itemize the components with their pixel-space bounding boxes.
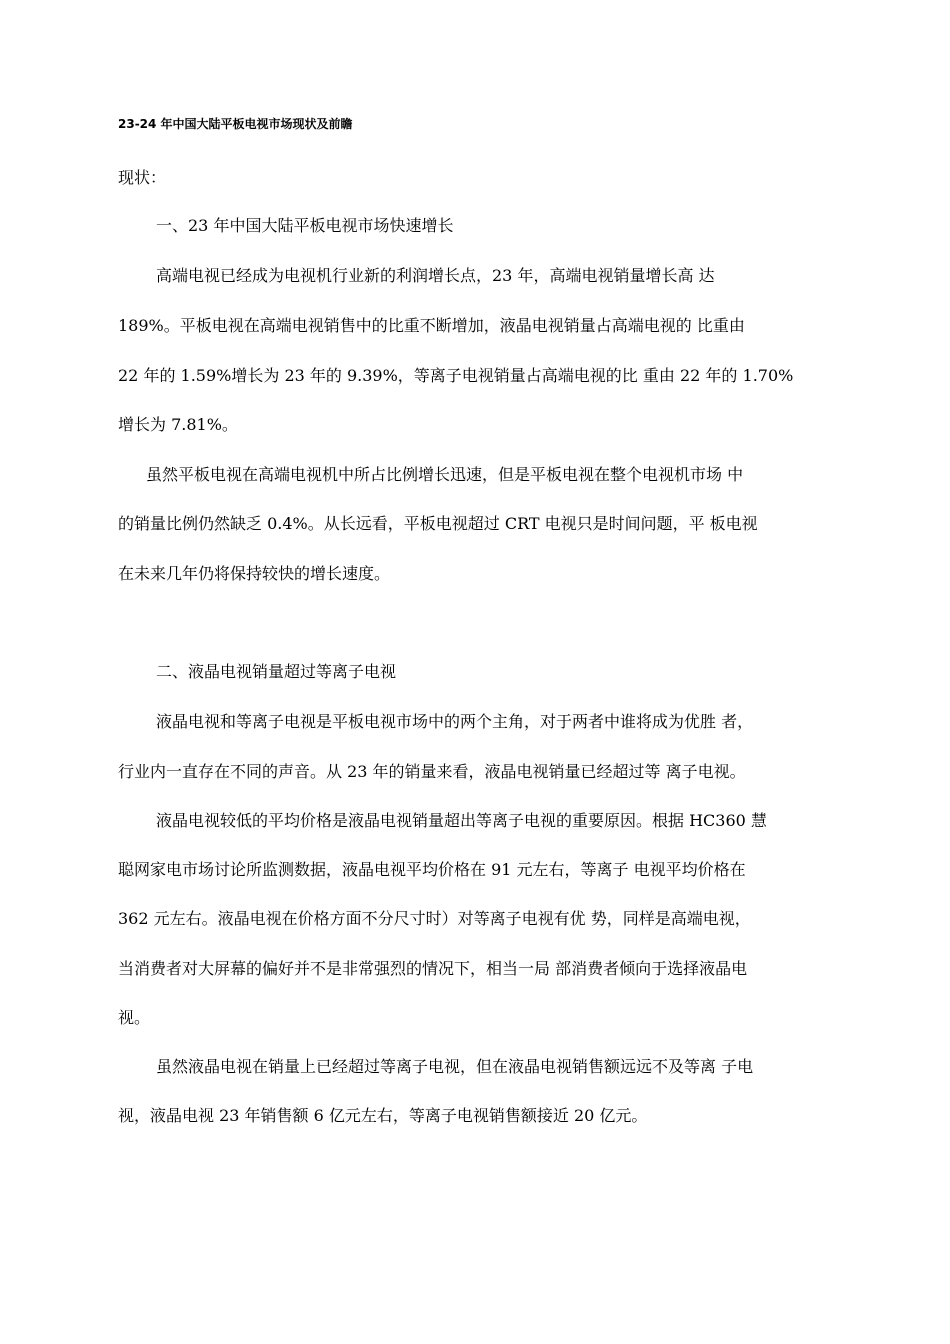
paragraph-line: 362 元左右。液晶电视在价格方面不分尺寸时）对等离子电视有优 势，同样是高端电视， [118, 909, 751, 928]
paragraph-line: 液晶电视和等离子电视是平板电视市场中的两个主角，对于两者中谁将成为优胜 者， [156, 712, 754, 731]
document-title: 23-24 年中国大陆平板电视市场现状及前瞻 [118, 117, 353, 131]
paragraph-line: 液晶电视较低的平均价格是液晶电视销量超出等离子电视的重要原因。根据 HC360 慧 [156, 811, 767, 830]
paragraph-line: 虽然液晶电视在销量上已经超过等离子电视，但在液晶电视销售额远远不及等离 子电 [156, 1057, 754, 1076]
paragraph-line: 视。 [118, 1008, 151, 1027]
paragraph-line: 的销量比例仍然缺乏 0.4%。从长远看，平板电视超过 CRT 电视只是时间问题，平 板电视 [118, 514, 758, 533]
paragraph-line: 在未来几年仍将保持较快的增长速度。 [118, 564, 391, 583]
section-label-status: 现状： [118, 168, 167, 187]
paragraph-line: 视，液晶电视 23 年销售额 6 亿元左右，等离子电视销售额接近 20 亿元。 [118, 1106, 648, 1125]
paragraph-line: 行业内一直存在不同的声音。从 23 年的销量来看，液晶电视销量已经超过等 离子电视。 [118, 762, 746, 781]
paragraph-line: 高端电视已经成为电视机行业新的利润增长点，23 年，高端电视销量增长高 达 [156, 266, 715, 285]
paragraph-line: 增长为 7.81%。 [118, 415, 238, 434]
paragraph-line: 当消费者对大屏幕的偏好并不是非常强烈的情况下，相当一局 部消费者倾向于选择液晶电 [118, 959, 748, 978]
heading-section-2: 二、液晶电视销量超过等离子电视 [156, 662, 397, 681]
heading-section-1: 一、23 年中国大陆平板电视市场快速增长 [156, 216, 454, 235]
paragraph-line: 聪网家电市场讨论所监测数据，液晶电视平均价格在 91 元左右，等离子 电视平均价格在 [118, 860, 746, 879]
paragraph-line: 22 年的 1.59%增长为 23 年的 9.39%，等离子电视销量占高端电视的比 重由 22 年的 1.70% [118, 366, 794, 385]
paragraph-line: 189%。平板电视在高端电视销售中的比重不断增加，液晶电视销量占高端电视的 比重由 [118, 316, 745, 335]
paragraph-line: 虽然平板电视在高端电视机中所占比例增长迅速，但是平板电视在整个电视机市场 中 [146, 465, 744, 484]
